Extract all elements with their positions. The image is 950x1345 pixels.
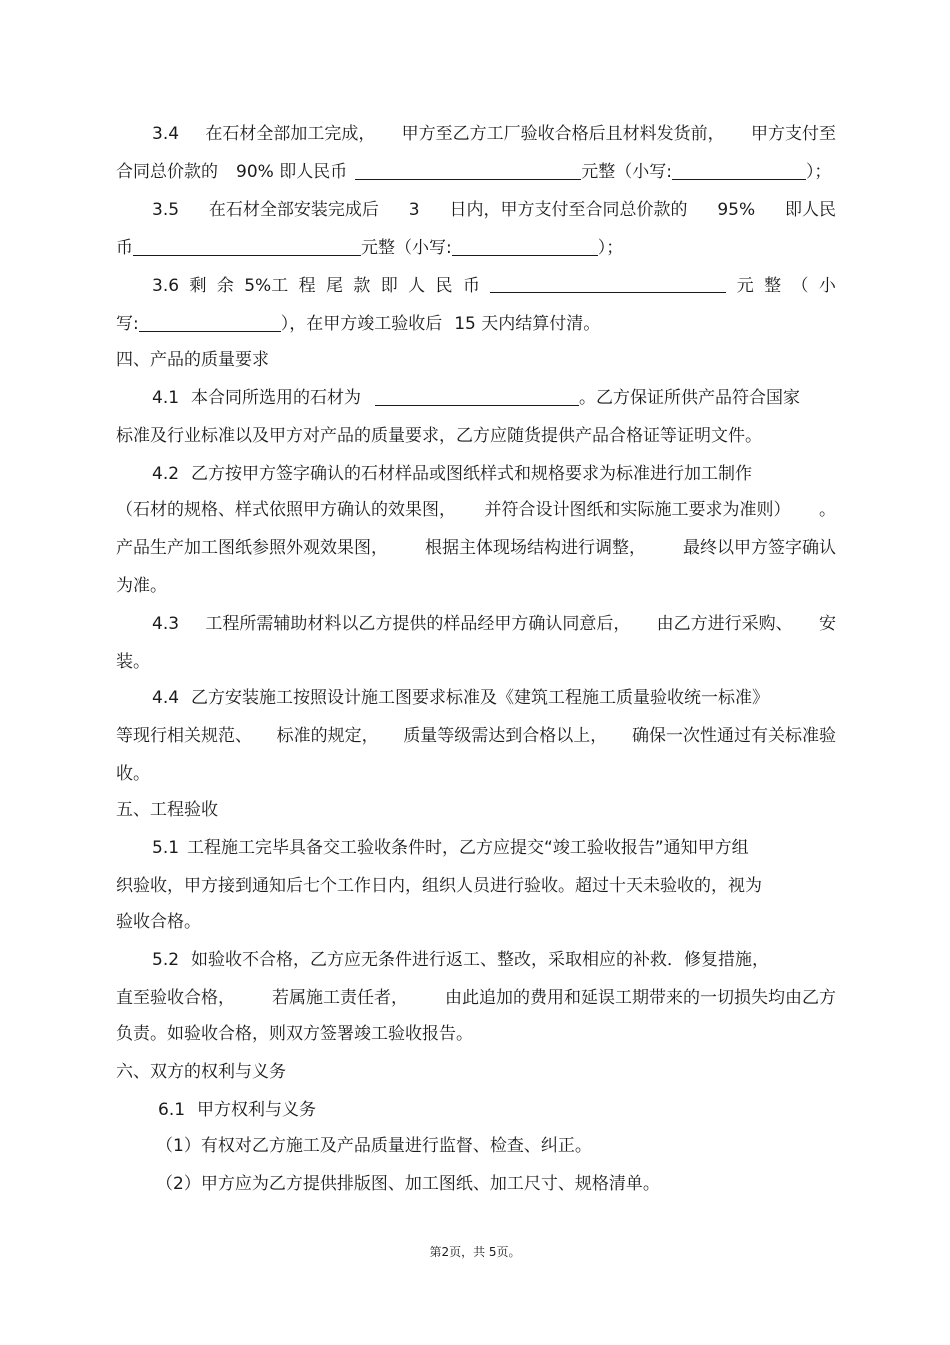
text-segment: ），在甲方竣工验收后	[280, 314, 443, 334]
clause-3-4-line-2	[116, 160, 836, 184]
clause-3-5-line-1	[152, 198, 836, 222]
text-segment: 即人民	[784, 200, 836, 220]
text-segment: 程	[298, 276, 316, 296]
text-segment: 币	[462, 276, 480, 296]
clause-number: 3.6	[152, 276, 180, 296]
text-segment: ）；	[597, 238, 624, 258]
page-footer: 第2页，共 5页。	[429, 1245, 521, 1259]
text-segment: 民	[435, 276, 453, 296]
text-segment: 尾	[325, 276, 343, 296]
text-segment: 剩	[189, 276, 207, 296]
clause-4-2-line-2	[116, 498, 836, 522]
clause-number: 5.2	[152, 950, 180, 970]
clause-5-1-line-1	[152, 836, 836, 860]
clause-3-6-line-2	[116, 312, 836, 336]
clause-3-6-line-1	[152, 274, 836, 298]
clause-5-2-line-2	[116, 986, 836, 1010]
clause-number: 4.2	[152, 464, 180, 484]
text-segment: ）；	[805, 162, 832, 182]
clause-number: 3.5	[152, 200, 180, 220]
text-segment: 根据主体现场结构进行调整，	[425, 538, 646, 558]
text-segment: 工程所需辅助材料以乙方提供的样品经甲方确认同意后，	[205, 614, 631, 634]
clause-4-1-line-2: 标准及行业标准以及甲方对产品的质量要求，乙方应随货提供产品合格证等证明文件。	[116, 426, 762, 446]
text-segment: 3	[408, 200, 420, 220]
text-segment: 确保一次性通过有关标准验	[631, 726, 836, 746]
clause-4-2-line-1	[152, 462, 836, 486]
text-segment: 甲方权利与义务	[197, 1100, 317, 1120]
text-segment: 。乙方保证所供产品符合国家	[579, 388, 801, 408]
clause-4-4-line-1	[152, 686, 836, 710]
clause-4-3-line-1	[152, 612, 836, 636]
section-heading-4: 四、产品的质量要求	[116, 350, 269, 370]
clause-number: 6.1	[158, 1100, 186, 1120]
text-segment: 直至验收合格，	[116, 988, 235, 1008]
clause-5-1-line-3: 验收合格。	[116, 912, 201, 932]
text-segment: 90% 即人民币	[236, 162, 348, 182]
list-item-2: （2）甲方应为乙方提供排版图、加工图纸、加工尺寸、规格清单。	[156, 1174, 660, 1194]
text-segment: 日内，甲方支付至合同总价款的	[449, 200, 688, 220]
text-segment: 小	[818, 276, 836, 296]
text-segment: 币	[116, 238, 133, 258]
amount-blank[interactable]	[490, 274, 726, 293]
text-segment: 元	[736, 276, 754, 296]
amount-blank[interactable]	[133, 237, 361, 256]
text-segment: （石材的规格、样式依照甲方确认的效果图，	[116, 500, 456, 520]
amount-small-blank[interactable]	[672, 161, 806, 180]
text-segment: 产品生产加工图纸参照外观效果图，	[116, 538, 388, 558]
text-segment: 由此追加的费用和延误工期带来的一切损失均由乙方	[445, 988, 836, 1008]
text-segment: 乙方按甲方签字确认的石材样品或图纸样式和规格要求为标准进行加工制作	[191, 464, 753, 484]
text-segment: 若属施工责任者，	[272, 988, 408, 1008]
text-segment: 在石材全部加工完成，	[205, 124, 376, 144]
text-segment: 本合同所选用的石材为	[191, 388, 362, 408]
clause-4-2-line-3	[116, 536, 836, 560]
text-segment: 95%	[717, 200, 756, 220]
section-heading-5: 五、工程验收	[116, 800, 218, 820]
text-segment: 人	[408, 276, 426, 296]
clause-4-3-line-2: 装。	[116, 652, 150, 672]
clause-3-5-line-2	[116, 236, 836, 260]
text-segment: 甲方至乙方工厂验收合格后且材料发货前，	[401, 124, 725, 144]
text-segment: 元整（小写:	[581, 162, 672, 182]
clause-number: 4.4	[152, 688, 180, 708]
clause-4-1-line-1	[152, 386, 836, 410]
clause-4-4-line-3: 收。	[116, 764, 150, 784]
list-item-1: （1）有权对乙方施工及产品质量进行监督、检查、纠正。	[156, 1136, 592, 1156]
text-segment: 工程施工完毕具备交工验收条件时，乙方应提交“竣工验收报告”通知甲方组	[187, 838, 749, 858]
text-segment: 在石材全部安装完成后	[208, 200, 379, 220]
amount-blank[interactable]	[355, 161, 581, 180]
text-segment: 如验收不合格，乙方应无条件进行返工、整改，采取相应的补救．修复措施，	[191, 950, 770, 970]
clause-4-4-line-2	[116, 724, 836, 748]
section-heading-6: 六、双方的权利与义务	[116, 1062, 286, 1082]
stone-material-blank[interactable]	[375, 387, 579, 406]
clause-number: 3.4	[152, 124, 180, 144]
clause-5-2-line-1	[152, 948, 836, 972]
text-segment: 甲方支付至	[750, 124, 836, 144]
clause-4-2-line-4: 为准。	[116, 576, 167, 596]
text-segment: 乙方安装施工按照设计施工图要求标准及《建筑工程施工质量验收统一标准》	[191, 688, 770, 708]
clause-3-4-line-1	[152, 122, 836, 146]
text-segment: 合同总价款的	[116, 162, 218, 182]
text-segment: 5%工	[244, 276, 289, 296]
text-segment: 即	[380, 276, 398, 296]
clause-5-1-line-2: 织验收，甲方接到通知后七个工作日内，组织人员进行验收。超过十天未验收的，视为	[116, 876, 762, 896]
text-segment: 质量等级需达到合格以上，	[403, 726, 608, 746]
amount-small-blank[interactable]	[139, 313, 281, 332]
text-segment: 由乙方进行采购、	[656, 614, 793, 634]
text-segment: 标准的规定，	[276, 726, 379, 746]
text-segment: 写:	[116, 314, 139, 334]
text-segment: 。	[819, 500, 836, 520]
clause-number: 4.1	[152, 388, 180, 408]
text-segment: 款	[353, 276, 371, 296]
text-segment: 最终以甲方签字确认	[683, 538, 836, 558]
text-segment: 并符合设计图纸和实际施工要求为准则）	[484, 500, 791, 520]
clause-number: 4.3	[152, 614, 180, 634]
amount-small-blank[interactable]	[452, 237, 598, 256]
text-segment: 余	[216, 276, 234, 296]
text-segment: 整	[764, 276, 782, 296]
clause-5-2-line-3: 负责。如验收合格，则双方签署竣工验收报告。	[116, 1024, 473, 1044]
clause-number: 5.1	[152, 838, 180, 858]
text-segment: 15 天内结算付清。	[454, 314, 601, 334]
text-segment: 安	[818, 614, 836, 634]
clause-6-1	[158, 1098, 836, 1122]
text-segment: （	[791, 276, 809, 296]
text-segment: 元整（小写:	[361, 238, 452, 258]
text-segment: 等现行相关规范、	[116, 726, 252, 746]
